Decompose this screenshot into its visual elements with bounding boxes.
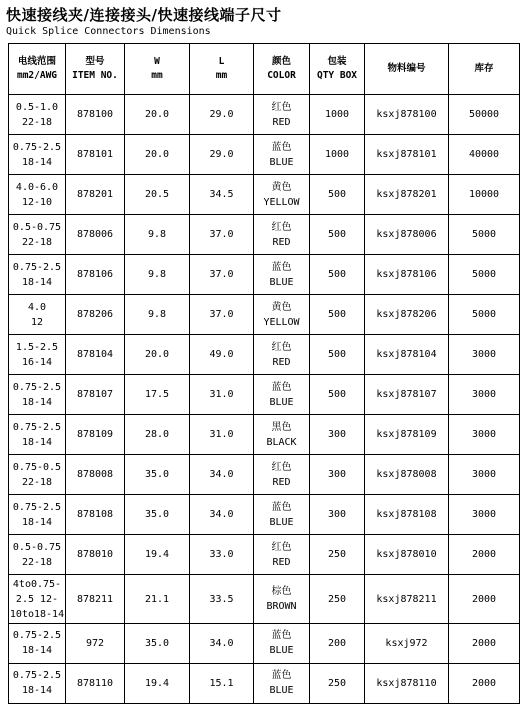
cell-length: 34.0 — [190, 495, 254, 535]
cell-wire-range: 0.75-0.5 22-18 — [9, 455, 66, 495]
cell-wire-range: 0.75-2.5 18-14 — [9, 255, 66, 295]
cell-length: 29.0 — [190, 95, 254, 135]
cell-item-no: 878206 — [66, 295, 125, 335]
cell-qty-box: 500 — [310, 375, 365, 415]
cell-width: 19.4 — [125, 663, 190, 703]
cell-length: 37.0 — [190, 255, 254, 295]
header-item-no: 型号 ITEM NO. — [66, 44, 125, 95]
cell-item-no: 878108 — [66, 495, 125, 535]
cell-length: 34.0 — [190, 623, 254, 663]
cell-material-no: ksxj878206 — [365, 295, 449, 335]
cell-color: 黑色 BLACK — [254, 415, 310, 455]
cell-wire-range: 4to0.75- 2.5 12- 10to18-14 — [9, 575, 66, 623]
cell-color: 红色 RED — [254, 95, 310, 135]
header-stock: 库存 — [449, 44, 520, 95]
cell-stock: 3000 — [449, 495, 520, 535]
cell-length: 33.0 — [190, 535, 254, 575]
cell-stock: 5000 — [449, 295, 520, 335]
table-row — [9, 535, 520, 575]
cell-length: 37.0 — [190, 215, 254, 255]
cell-material-no: ksxj878107 — [365, 375, 449, 415]
cell-wire-range: 0.75-2.5 18-14 — [9, 495, 66, 535]
cell-item-no: 878008 — [66, 455, 125, 495]
cell-item-no: 878109 — [66, 415, 125, 455]
cell-width: 20.0 — [125, 135, 190, 175]
table-row — [9, 575, 520, 623]
cell-qty-box: 250 — [310, 575, 365, 623]
cell-item-no: 878201 — [66, 175, 125, 215]
cell-stock: 2000 — [449, 623, 520, 663]
cell-item-no: 878101 — [66, 135, 125, 175]
cell-length: 49.0 — [190, 335, 254, 375]
table-row — [9, 295, 520, 335]
cell-wire-range: 0.5-0.75 22-18 — [9, 215, 66, 255]
cell-width: 20.0 — [125, 95, 190, 135]
cell-qty-box: 500 — [310, 335, 365, 375]
cell-width: 9.8 — [125, 215, 190, 255]
cell-qty-box: 200 — [310, 623, 365, 663]
cell-item-no: 878211 — [66, 575, 125, 623]
cell-wire-range: 4.0-6.0 12-10 — [9, 175, 66, 215]
cell-wire-range: 0.75-2.5 18-14 — [9, 415, 66, 455]
cell-stock: 50000 — [449, 95, 520, 135]
table-row — [9, 375, 520, 415]
cell-item-no: 878010 — [66, 535, 125, 575]
table-row — [9, 175, 520, 215]
cell-width: 35.0 — [125, 623, 190, 663]
cell-qty-box: 500 — [310, 255, 365, 295]
cell-qty-box: 500 — [310, 175, 365, 215]
cell-material-no: ksxj878108 — [365, 495, 449, 535]
table-row — [9, 663, 520, 703]
table-row — [9, 255, 520, 295]
cell-material-no: ksxj878006 — [365, 215, 449, 255]
cell-qty-box: 500 — [310, 295, 365, 335]
cell-qty-box: 1000 — [310, 135, 365, 175]
cell-length: 31.0 — [190, 375, 254, 415]
cell-qty-box: 300 — [310, 495, 365, 535]
cell-width: 28.0 — [125, 415, 190, 455]
cell-color: 黄色 YELLOW — [254, 175, 310, 215]
cell-wire-range: 0.75-2.5 18-14 — [9, 623, 66, 663]
cell-material-no: ksxj878100 — [365, 95, 449, 135]
header-width: W mm — [125, 44, 190, 95]
cell-color: 蓝色 BLUE — [254, 623, 310, 663]
spec-table — [8, 43, 520, 704]
cell-material-no: ksxj878008 — [365, 455, 449, 495]
page-subtitle: Quick Splice Connectors Dimensions — [6, 26, 211, 37]
table-body — [9, 95, 520, 704]
cell-color: 蓝色 BLUE — [254, 495, 310, 535]
table-row — [9, 135, 520, 175]
cell-stock: 5000 — [449, 255, 520, 295]
cell-qty-box: 500 — [310, 215, 365, 255]
cell-material-no: ksxj878106 — [365, 255, 449, 295]
cell-material-no: ksxj878110 — [365, 663, 449, 703]
header-qty-box: 包装 QTY BOX — [310, 44, 365, 95]
table-row — [9, 495, 520, 535]
header-color: 颜色 COLOR — [254, 44, 310, 95]
cell-length: 37.0 — [190, 295, 254, 335]
cell-item-no: 878006 — [66, 215, 125, 255]
cell-length: 29.0 — [190, 135, 254, 175]
cell-material-no: ksxj878101 — [365, 135, 449, 175]
header-row — [9, 44, 520, 95]
cell-color: 红色 RED — [254, 215, 310, 255]
cell-width: 35.0 — [125, 455, 190, 495]
cell-stock: 2000 — [449, 575, 520, 623]
header-length: L mm — [190, 44, 254, 95]
cell-length: 31.0 — [190, 415, 254, 455]
cell-color: 红色 RED — [254, 535, 310, 575]
cell-item-no: 878107 — [66, 375, 125, 415]
cell-qty-box: 250 — [310, 535, 365, 575]
cell-material-no: ksxj972 — [365, 623, 449, 663]
cell-item-no: 878106 — [66, 255, 125, 295]
cell-color: 黄色 YELLOW — [254, 295, 310, 335]
header-material-no: 物料编号 — [365, 44, 449, 95]
cell-stock: 3000 — [449, 415, 520, 455]
cell-qty-box: 250 — [310, 663, 365, 703]
cell-wire-range: 4.0 12 — [9, 295, 66, 335]
cell-width: 9.8 — [125, 295, 190, 335]
page-title: 快速接线夹/连接接头/快速接线端子尺寸 — [6, 6, 282, 24]
cell-stock: 2000 — [449, 663, 520, 703]
cell-material-no: ksxj878104 — [365, 335, 449, 375]
table-row — [9, 335, 520, 375]
cell-width: 20.5 — [125, 175, 190, 215]
table-row — [9, 455, 520, 495]
cell-item-no: 878104 — [66, 335, 125, 375]
cell-width: 9.8 — [125, 255, 190, 295]
cell-color: 蓝色 BLUE — [254, 663, 310, 703]
cell-item-no: 972 — [66, 623, 125, 663]
cell-wire-range: 0.75-2.5 18-14 — [9, 375, 66, 415]
cell-item-no: 878100 — [66, 95, 125, 135]
cell-length: 33.5 — [190, 575, 254, 623]
cell-color: 蓝色 BLUE — [254, 255, 310, 295]
cell-color: 蓝色 BLUE — [254, 375, 310, 415]
cell-color: 蓝色 BLUE — [254, 135, 310, 175]
cell-wire-range: 0.5-1.0 22-18 — [9, 95, 66, 135]
cell-wire-range: 0.5-0.75 22-18 — [9, 535, 66, 575]
cell-stock: 3000 — [449, 335, 520, 375]
cell-color: 红色 RED — [254, 455, 310, 495]
cell-stock: 5000 — [449, 215, 520, 255]
cell-width: 19.4 — [125, 535, 190, 575]
cell-stock: 2000 — [449, 535, 520, 575]
cell-wire-range: 1.5-2.5 16-14 — [9, 335, 66, 375]
cell-width: 21.1 — [125, 575, 190, 623]
cell-material-no: ksxj878109 — [365, 415, 449, 455]
table-row — [9, 215, 520, 255]
cell-item-no: 878110 — [66, 663, 125, 703]
cell-stock: 10000 — [449, 175, 520, 215]
cell-width: 35.0 — [125, 495, 190, 535]
header-wire-range: 电线范围 mm2/AWG — [9, 44, 66, 95]
table-row — [9, 623, 520, 663]
cell-length: 34.0 — [190, 455, 254, 495]
cell-material-no: ksxj878211 — [365, 575, 449, 623]
cell-qty-box: 300 — [310, 415, 365, 455]
cell-length: 15.1 — [190, 663, 254, 703]
cell-length: 34.5 — [190, 175, 254, 215]
cell-wire-range: 0.75-2.5 18-14 — [9, 135, 66, 175]
cell-wire-range: 0.75-2.5 18-14 — [9, 663, 66, 703]
cell-color: 红色 RED — [254, 335, 310, 375]
cell-stock: 40000 — [449, 135, 520, 175]
title-block — [6, 4, 281, 38]
cell-qty-box: 300 — [310, 455, 365, 495]
cell-color: 棕色 BROWN — [254, 575, 310, 623]
cell-material-no: ksxj878010 — [365, 535, 449, 575]
table-row — [9, 415, 520, 455]
cell-qty-box: 1000 — [310, 95, 365, 135]
cell-width: 17.5 — [125, 375, 190, 415]
cell-stock: 3000 — [449, 375, 520, 415]
table-row — [9, 95, 520, 135]
cell-material-no: ksxj878201 — [365, 175, 449, 215]
cell-width: 20.0 — [125, 335, 190, 375]
cell-stock: 3000 — [449, 455, 520, 495]
